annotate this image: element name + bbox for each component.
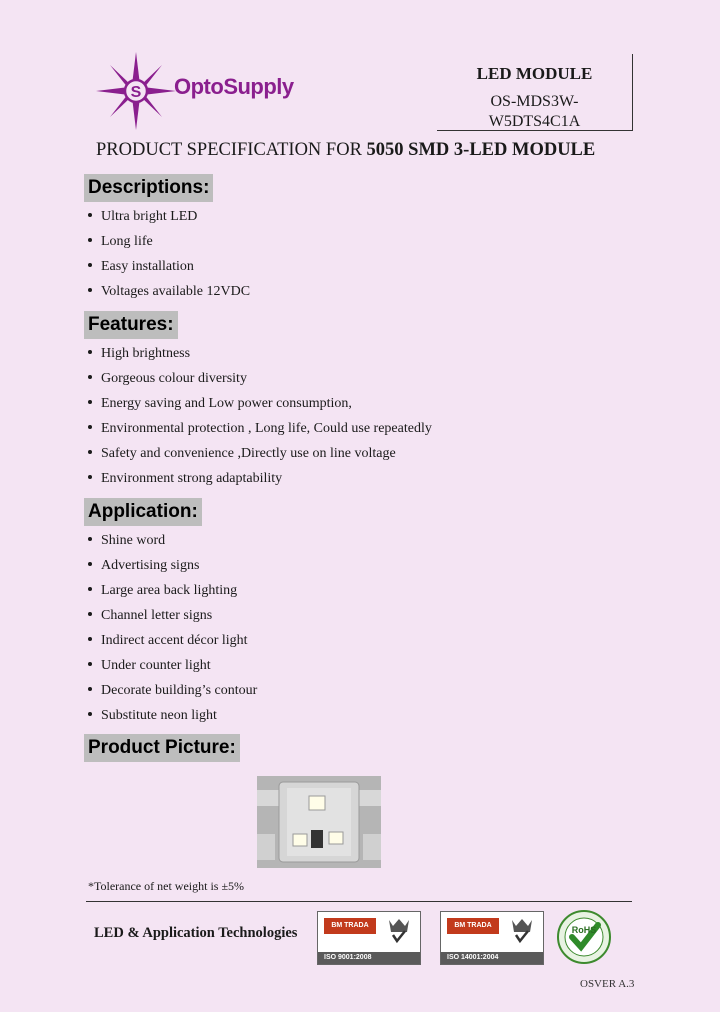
descriptions-heading: Descriptions: [84,174,213,202]
bullet-icon [88,400,92,404]
list-item-text: Easy installation [101,259,194,274]
page-title-prefix: PRODUCT SPECIFICATION FOR [96,140,367,160]
logo-letter: S [130,84,142,101]
list-item [88,557,257,582]
list-item-text: Safety and convenience ,Directly use on line voltage [101,446,396,461]
version-code: OSVER A.3 [580,978,635,990]
cert-brand: BM TRADA [324,918,376,934]
list-item [88,582,257,607]
bullet-icon [88,425,92,429]
bullet-icon [88,587,92,591]
brand-logo [96,52,306,130]
title-box [437,54,633,131]
list-item-text: Gorgeous colour diversity [101,371,247,386]
list-item [88,632,257,657]
cert-iso: ISO 9001:2008 [318,952,420,964]
ukas-crown-icon [386,916,412,946]
list-item-text: Large area back lighting [101,583,238,598]
application-heading: Application: [84,498,202,526]
list-item [88,445,432,470]
list-item [88,607,257,632]
iso-14001-certificate [440,911,544,965]
list-item-text: Indirect accent décor light [101,633,248,648]
list-item [88,345,432,370]
bullet-icon [88,662,92,666]
list-item-text: Under counter light [101,658,211,673]
list-item-text: Ultra bright LED [101,209,198,224]
list-item [88,395,432,420]
list-item [88,470,432,495]
bullet-icon [88,288,92,292]
bullet-icon [88,375,92,379]
bullet-icon [88,475,92,479]
list-item [88,208,250,233]
list-item [88,283,250,308]
part-number-line1: OS-MDS3W- [490,93,579,110]
cert-brand: BM TRADA [447,918,499,934]
list-item-text: Shine word [101,533,166,548]
list-item-text: Environment strong adaptability [101,471,283,486]
list-item-text: Energy saving and Low power consumption, [101,396,352,411]
bullet-icon [88,213,92,217]
list-item [88,682,257,707]
list-item [88,370,432,395]
list-item [88,233,250,258]
list-item-text: Decorate building’s contour [101,683,258,698]
rohs-label: RoHS [571,925,597,935]
list-item [88,657,257,682]
footer-divider [86,901,632,902]
descriptions-list [88,208,250,308]
bullet-icon [88,712,92,716]
bullet-icon [88,687,92,691]
cert-iso: ISO 14001:2004 [441,952,543,964]
list-item-text: Long life [101,234,153,249]
tolerance-note: *Tolerance of net weight is ±5% [88,879,245,893]
brand-name: OptoSupply [174,74,294,99]
list-item-text: High brightness [101,346,191,361]
features-heading: Features: [84,311,178,339]
list-item [88,258,250,283]
list-item [88,420,432,445]
bullet-icon [88,450,92,454]
bullet-icon [88,350,92,354]
rohs-badge [556,907,612,967]
page-title [96,140,636,161]
bullet-icon [88,537,92,541]
iso-9001-certificate [317,911,421,965]
features-list [88,345,432,495]
bullet-icon [88,263,92,267]
page-title-bold: 5050 SMD 3-LED MODULE [366,140,596,160]
list-item-text: Channel letter signs [101,608,213,623]
ukas-crown-icon [509,916,535,946]
bullet-icon [88,562,92,566]
application-list [88,532,257,732]
list-item-text: Substitute neon light [101,708,217,723]
bullet-icon [88,612,92,616]
product-photo [257,776,381,868]
list-item [88,532,257,557]
bullet-icon [88,637,92,641]
product-line: LED MODULE [476,64,593,83]
bullet-icon [88,238,92,242]
star-logo-icon [96,52,176,130]
list-item [88,707,257,732]
rohs-check-icon [556,907,612,967]
list-item-text: Advertising signs [101,558,200,573]
product-picture-heading: Product Picture: [84,734,240,762]
list-item-text: Environmental protection , Long life, Could use repeatedly [101,421,432,436]
list-item-text: Voltages available 12VDC [101,284,251,299]
company-tagline: LED & Application Technologies [94,925,298,941]
part-number-line2: W5DTS4C1A [488,113,581,130]
